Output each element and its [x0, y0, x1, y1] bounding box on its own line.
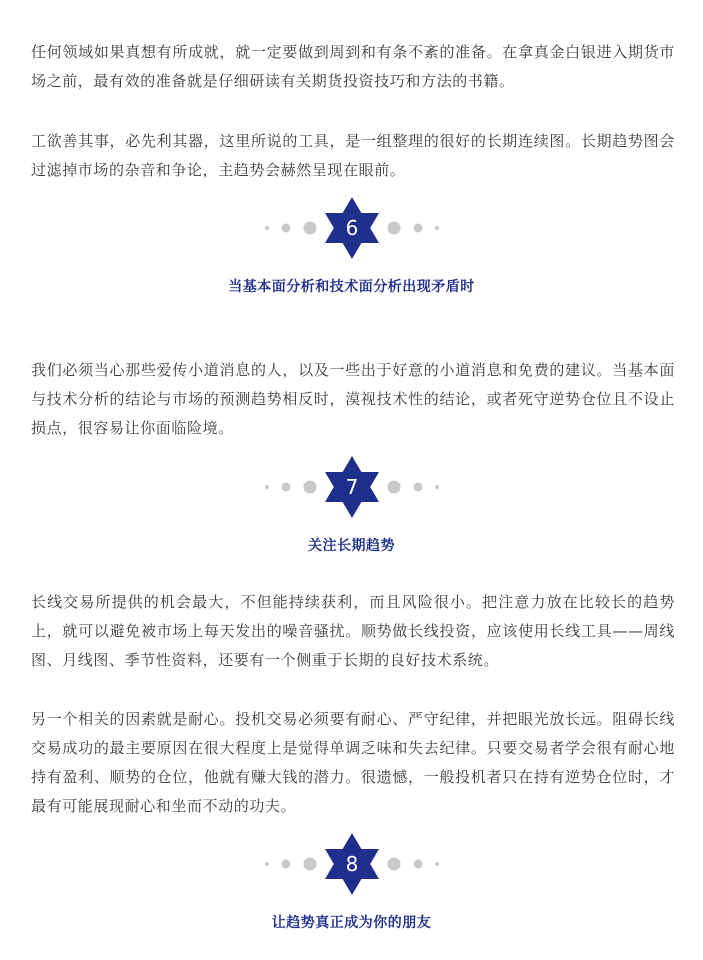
divider-dot: [303, 481, 316, 494]
divider-dot: [387, 481, 400, 494]
divider-dot: [387, 222, 400, 235]
body-paragraph: 工欲善其事，必先利其器，这里所说的工具，是一组整理的很好的长期连续图。长期趋势图会过滤掉市场的杂音和争论，主趋势会赫然呈现在眼前。: [31, 132, 675, 179]
body-paragraph: 长线交易所提供的机会最大，不但能持续获利，而且风险很小。把注意力放在比较长的趋势上，就可以避免被市场上每天发出的噪音骚扰。顺势做长线投资，应该使用长线工具——周线图、月线图、季节性资料，还要有一个侧重于长期的良好技术系统。: [31, 593, 675, 669]
section-divider: [0, 197, 703, 259]
section-number: 8: [345, 852, 358, 876]
divider-dot: [303, 858, 316, 871]
divider-dot: [281, 860, 290, 869]
divider-dot: [413, 860, 422, 869]
section-title: 当基本面分析和技术面分析出现矛盾时: [228, 279, 475, 295]
body-paragraph: 我们必须当心那些爱传小道消息的人，以及一些出于好意的小道消息和免费的建议。当基本面与技术分析的结论与市场的预测趋势相反时，漠视技术性的结论，或者死守逆势仓位且不设止损点，很容易让你面临险境。: [31, 361, 675, 437]
section-divider: [0, 456, 703, 518]
divider-dot: [303, 222, 316, 235]
section-number: 6: [345, 216, 358, 240]
divider-dot: [387, 858, 400, 871]
star-divider-graphic: [262, 197, 442, 259]
section-title: 让趋势真正成为你的朋友: [271, 915, 432, 931]
divider-dot: [413, 224, 422, 233]
divider-dot: [281, 483, 290, 492]
divider-dot: [413, 483, 422, 492]
star-divider-graphic: [262, 833, 442, 895]
divider-dot: [435, 862, 439, 866]
body-paragraph: 另一个相关的因素就是耐心。投机交易必须要有耐心、严守纪律，并把眼光放长远。阻碍长线交易成功的最主要原因在很大程度上是觉得单调乏味和失去纪律。只要交易者学会很有耐心地持有盈利、顺势的仓位，他就有赚大钱的潜力。很遗憾，一般投机者只在持有逆势仓位时，才最有可能展现耐心和坐而不动的功夫。: [31, 710, 675, 815]
divider-dot: [435, 485, 439, 489]
star-divider-graphic: [262, 456, 442, 518]
divider-dot: [265, 226, 269, 230]
section-title: 关注长期趋势: [308, 538, 395, 554]
section-divider: [0, 833, 703, 895]
section-number: 7: [345, 475, 358, 499]
divider-dot: [265, 862, 269, 866]
divider-dot: [281, 224, 290, 233]
body-paragraph: 任何领域如果真想有所成就，就一定要做到周到和有条不紊的准备。在拿真金白银进入期货市场之前，最有效的准备就是仔细研读有关期货投资技巧和方法的书籍。: [31, 43, 675, 90]
divider-dot: [435, 226, 439, 230]
divider-dot: [265, 485, 269, 489]
